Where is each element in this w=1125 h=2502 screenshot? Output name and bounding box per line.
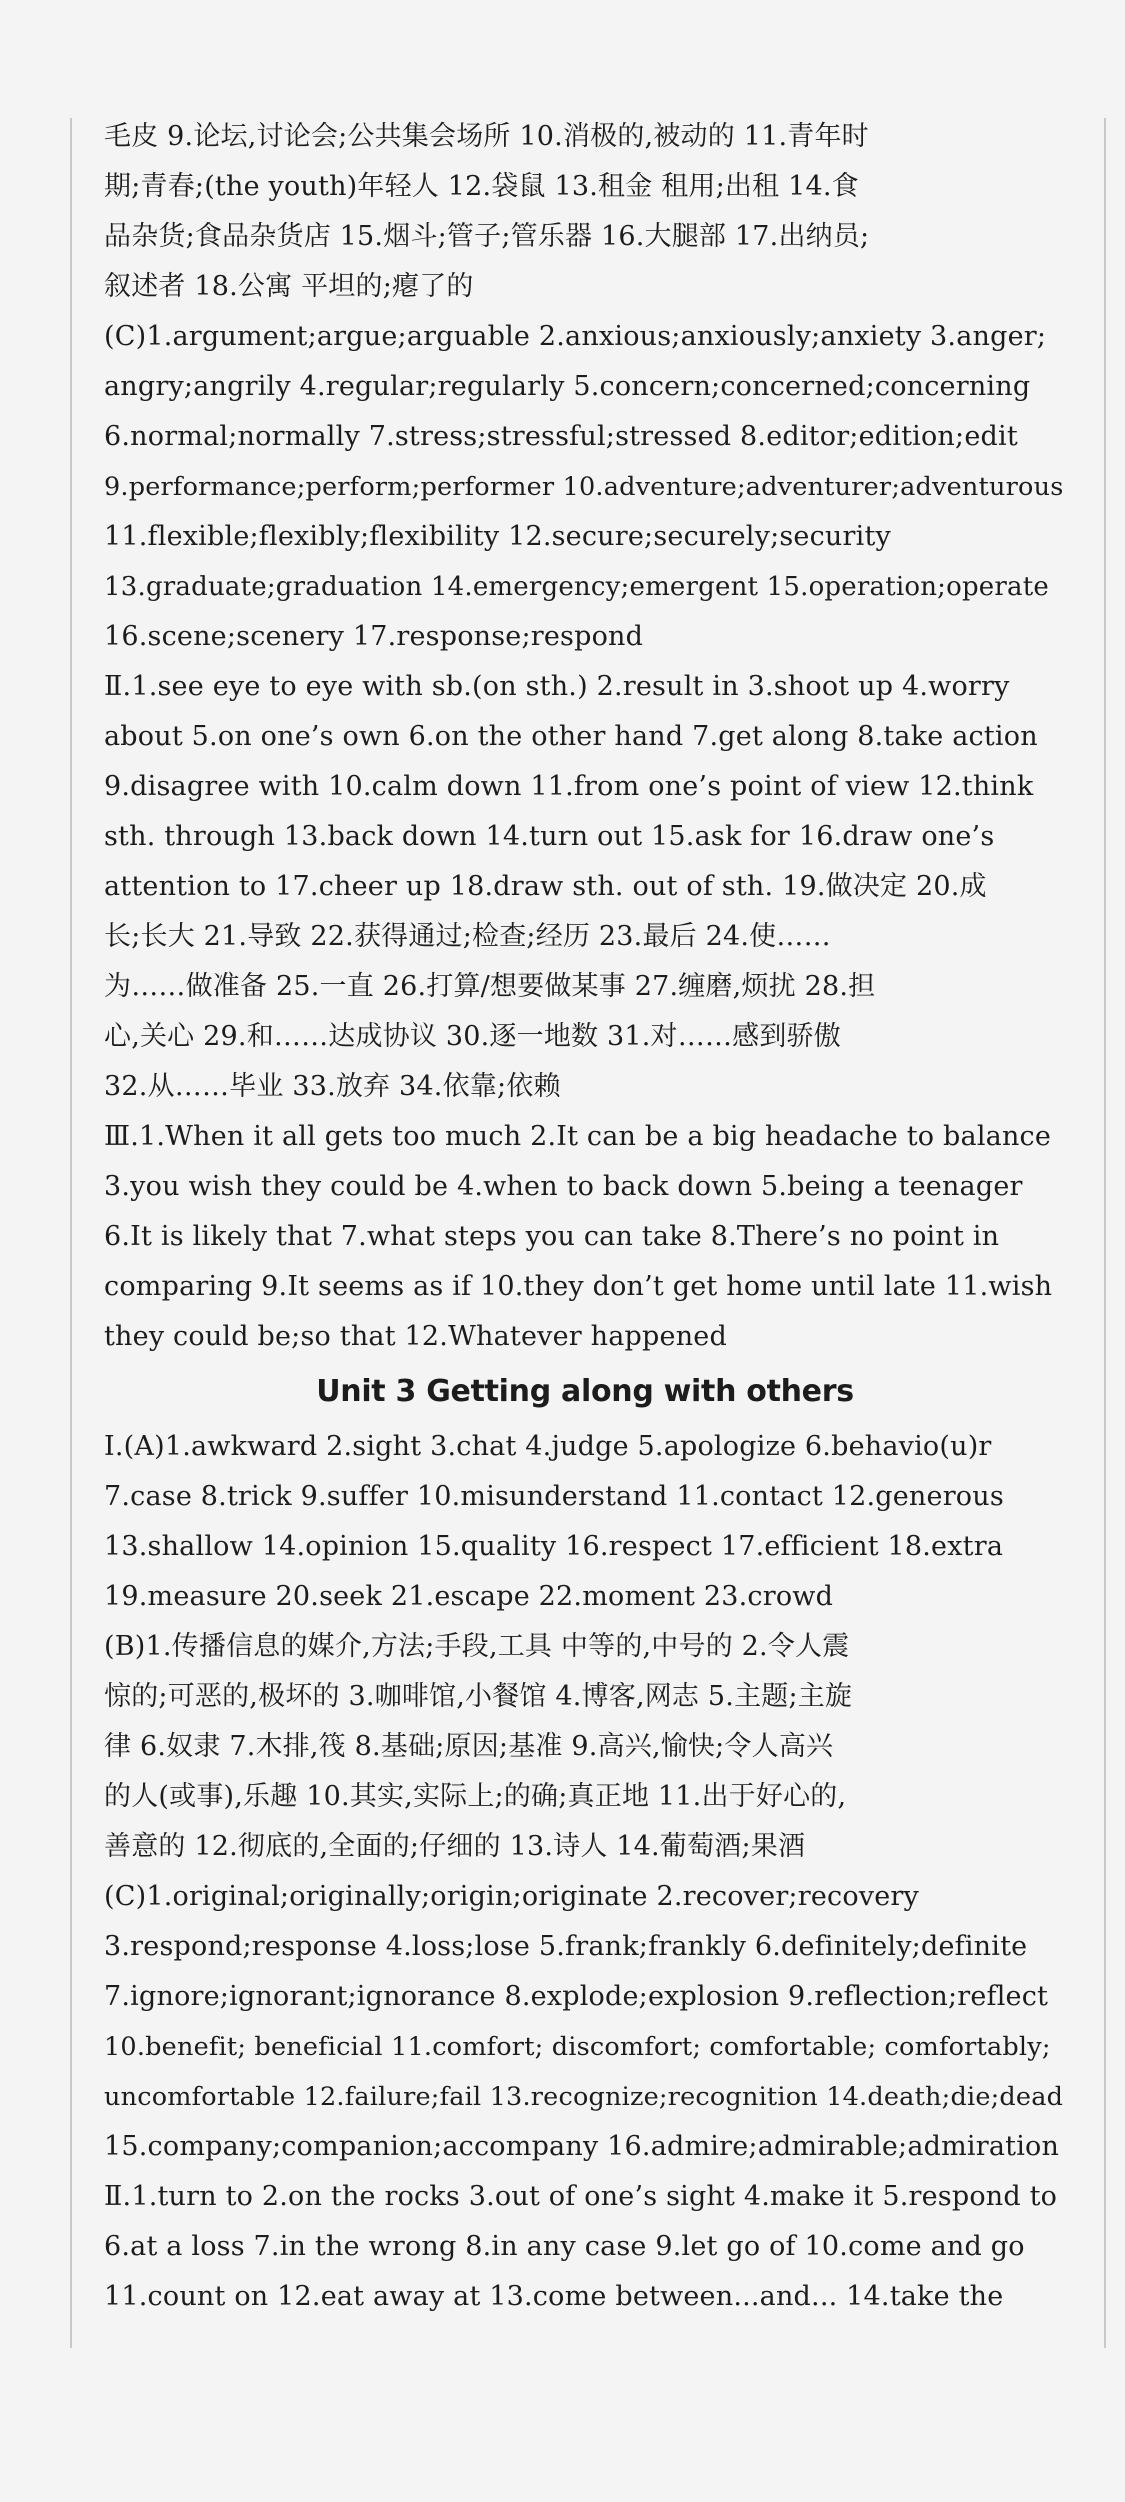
- text-line: 10.benefit; beneficial 11.comfort; discomfort; comfortable; comfortably;: [104, 2032, 1051, 2062]
- right-margin-rule: [1104, 118, 1106, 2348]
- text-line: (B)1.传播信息的媒介,方法;手段,工具 中等的,中号的 2.令人震: [104, 1631, 850, 1662]
- text-line: 律 6.奴隶 7.木排,筏 8.基础;原因;基准 9.高兴,愉快;令人高兴: [104, 1731, 834, 1762]
- text-line: sth. through 13.back down 14.turn out 15.ask for 16.draw one’s: [104, 821, 995, 852]
- left-margin-rule: [70, 118, 72, 2348]
- text-line: 期;青春;(the youth)年轻人 12.袋鼠 13.租金 租用;出租 14.食: [104, 171, 859, 202]
- text-line: 9.disagree with 10.calm down 11.from one’s point of view 12.think: [104, 771, 1034, 802]
- answer-text-column: [104, 112, 1066, 2322]
- unit-title: Unit 3 Getting along with others: [316, 1374, 854, 1409]
- text-line: 13.shallow 14.opinion 15.quality 16.respect 17.efficient 18.extra: [104, 1531, 1004, 1562]
- text-line: 11.flexible;flexibly;flexibility 12.secure;securely;security: [104, 521, 891, 552]
- text-line: 长;长大 21.导致 22.获得通过;检查;经历 23.最后 24.使……: [104, 921, 831, 952]
- text-line: 惊的;可恶的,极坏的 3.咖啡馆,小餐馆 4.博客,网志 5.主题;主旋: [104, 1681, 853, 1712]
- text-line: attention to 17.cheer up 18.draw sth. out of sth. 19.做决定 20.成: [104, 871, 987, 902]
- text-line: they could be;so that 12.Whatever happened: [104, 1321, 727, 1352]
- text-line: Ⅱ.1.see eye to eye with sb.(on sth.) 2.result in 3.shoot up 4.worry: [104, 671, 1010, 702]
- text-line: (C)1.argument;argue;arguable 2.anxious;anxiously;anxiety 3.anger;: [104, 321, 1047, 352]
- text-line: comparing 9.It seems as if 10.they don’t get home until late 11.wish: [104, 1271, 1053, 1302]
- text-line: 品杂货;食品杂货店 15.烟斗;管子;管乐器 16.大腿部 17.出纳员;: [104, 221, 870, 252]
- text-line: 9.performance;perform;performer 10.adventure;adventurer;adventurous: [104, 472, 1064, 502]
- text-line: 善意的 12.彻底的,全面的;仔细的 13.诗人 14.葡萄酒;果酒: [104, 1831, 806, 1862]
- text-line: 6.It is likely that 7.what steps you can take 8.There’s no point in: [104, 1221, 1000, 1252]
- text-line: 32.从……毕业 33.放弃 34.依靠;依赖: [104, 1071, 561, 1102]
- text-line: about 5.on one’s own 6.on the other hand 7.get along 8.take action: [104, 721, 1038, 752]
- text-line: 毛皮 9.论坛,讨论会;公共集会场所 10.消极的,被动的 11.青年时: [104, 121, 869, 152]
- text-line: 15.company;companion;accompany 16.admire;admirable;admiration: [104, 2131, 1060, 2162]
- text-line: 7.ignore;ignorant;ignorance 8.explode;explosion 9.reflection;reflect: [104, 1981, 1049, 2012]
- text-line: 11.count on 12.eat away at 13.come between...and... 14.take the: [104, 2281, 1004, 2312]
- text-line: Ⅱ.1.turn to 2.on the rocks 3.out of one’s sight 4.make it 5.respond to: [104, 2181, 1058, 2212]
- text-line: 为……做准备 25.一直 26.打算/想要做某事 27.缠磨,烦扰 28.担: [104, 971, 876, 1002]
- text-line: 7.case 8.trick 9.suffer 10.misunderstand 11.contact 12.generous: [104, 1481, 1004, 1512]
- text-line: Ⅰ.(A)1.awkward 2.sight 3.chat 4.judge 5.apologize 6.behavio(u)r: [104, 1431, 992, 1462]
- text-line: 6.at a loss 7.in the wrong 8.in any case 9.let go of 10.come and go: [104, 2231, 1025, 2262]
- text-line: 叙述者 18.公寓 平坦的;瘪了的: [104, 271, 474, 302]
- text-line: 16.scene;scenery 17.response;respond: [104, 621, 644, 652]
- text-line: 的人(或事),乐趣 10.其实,实际上;的确;真正地 11.出于好心的,: [104, 1781, 847, 1812]
- text-line: 19.measure 20.seek 21.escape 22.moment 23.crowd: [104, 1581, 834, 1612]
- text-line: angry;angrily 4.regular;regularly 5.concern;concerned;concerning: [104, 371, 1031, 402]
- text-line: 6.normal;normally 7.stress;stressful;stressed 8.editor;edition;edit: [104, 421, 1018, 452]
- text-line: 13.graduate;graduation 14.emergency;emergent 15.operation;operate: [104, 572, 1049, 602]
- text-line: (C)1.original;originally;origin;originate 2.recover;recovery: [104, 1881, 919, 1912]
- text-line: uncomfortable 12.failure;fail 13.recognize;recognition 14.death;die;dead: [104, 2082, 1064, 2112]
- text-line: 心,关心 29.和……达成协议 30.逐一地数 31.对……感到骄傲: [104, 1021, 841, 1052]
- text-line: 3.respond;response 4.loss;lose 5.frank;frankly 6.definitely;definite: [104, 1931, 1028, 1962]
- text-line: Ⅲ.1.When it all gets too much 2.It can be a big headache to balance: [104, 1121, 1052, 1152]
- text-line: 3.you wish they could be 4.when to back down 5.being a teenager: [104, 1171, 1023, 1202]
